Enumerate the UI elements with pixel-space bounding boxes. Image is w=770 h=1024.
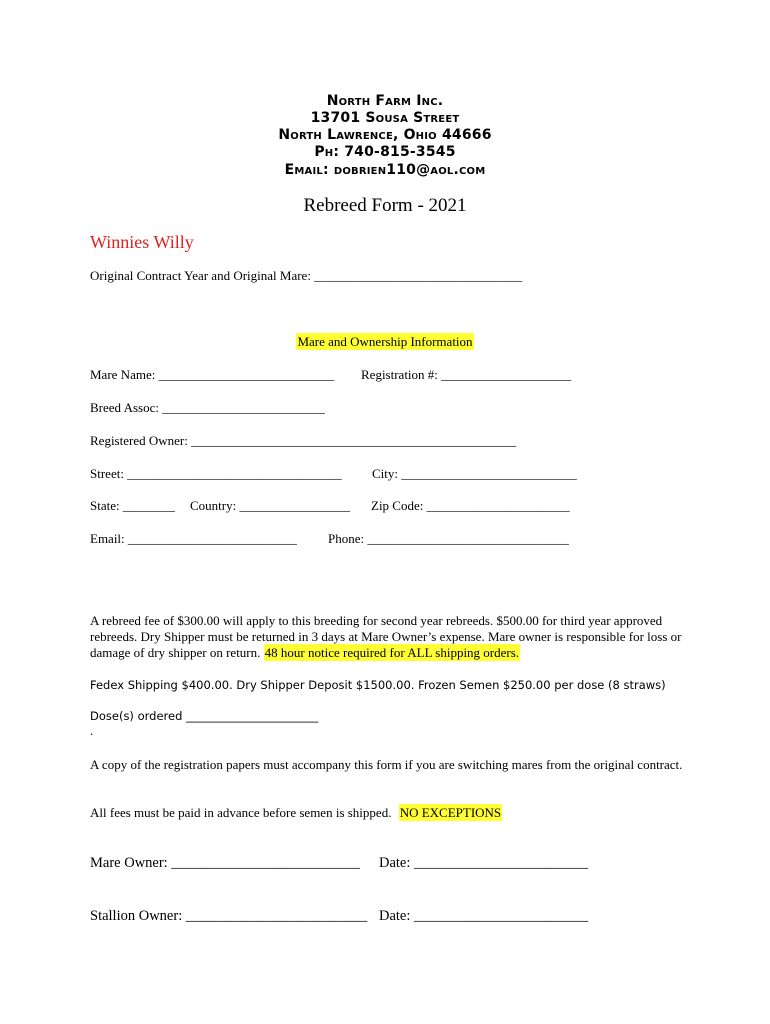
doses-ordered-field[interactable]: Dose(s) ordered _______________________ — [90, 709, 319, 723]
original-contract-field[interactable]: Original Contract Year and Original Mare: ________________________________ — [90, 268, 523, 283]
fee-paragraph — [90, 613, 690, 661]
country-field[interactable]: Country: _________________ — [190, 498, 350, 513]
breed-assoc-field[interactable]: Breed Assoc: _________________________ — [90, 400, 325, 415]
no-exceptions: NO EXCEPTIONS — [399, 805, 502, 820]
stallion-owner-signature[interactable]: Stallion Owner: _________________________ — [90, 908, 368, 924]
section-heading-text: Mare and Ownership Information — [297, 334, 473, 349]
shipping-notice: 48 hour notice required for ALL shipping orders. — [264, 645, 520, 660]
stallion-owner-date[interactable]: Date: ________________________ — [379, 908, 589, 924]
farm-phone: Ph: 740-815-3545 — [314, 144, 456, 160]
street-field[interactable]: Street: _________________________________ — [90, 466, 342, 481]
fees-advance-text: All fees must be paid in advance before semen is shipped. — [90, 805, 392, 820]
registered-owner-field[interactable]: Registered Owner: __________________________________________________ — [90, 433, 517, 448]
form-title: Rebreed Form - 2021 — [303, 195, 467, 216]
section-heading — [0, 335, 770, 350]
fee-text: A rebreed fee of $300.00 will apply to this breeding for second year rebreeds. $500.00 for third year approved rebreeds. Dry Shipper must be returned in 3 days at Mare Owner’s expense. Mare owner is responsible for loss or damage of dry shipper on return. — [90, 613, 682, 660]
state-field[interactable]: State: ________ — [90, 498, 175, 513]
registration-field[interactable]: Registration #: ____________________ — [361, 367, 572, 382]
farm-city: North Lawrence, Ohio 44666 — [278, 127, 492, 143]
shipping-costs: Fedex Shipping $400.00. Dry Shipper Deposit $1500.00. Frozen Semen $250.00 per dose (8 straws) — [90, 678, 666, 692]
city-field[interactable]: City: ___________________________ — [372, 466, 577, 481]
copy-paragraph: A copy of the registration papers must accompany this form if you are switching mares from the original contract. — [90, 757, 683, 772]
farm-street: 13701 Sousa Street — [310, 110, 460, 126]
doses-dot: . — [90, 723, 94, 738]
email-field[interactable]: Email: __________________________ — [90, 531, 297, 546]
mare-name-field[interactable]: Mare Name: ___________________________ — [90, 367, 335, 382]
farm-email: Email: dobrien110@aol.com — [284, 162, 486, 178]
phone-field[interactable]: Phone: _______________________________ — [328, 531, 569, 546]
fees-advance-line — [90, 806, 502, 821]
mare-owner-date[interactable]: Date: ________________________ — [379, 855, 589, 871]
farm-name: North Farm Inc. — [326, 93, 444, 109]
zip-code-field[interactable]: Zip Code: ______________________ — [371, 498, 570, 513]
mare-owner-signature[interactable]: Mare Owner: __________________________ — [90, 855, 360, 871]
stallion-name: Winnies Willy — [90, 232, 194, 252]
